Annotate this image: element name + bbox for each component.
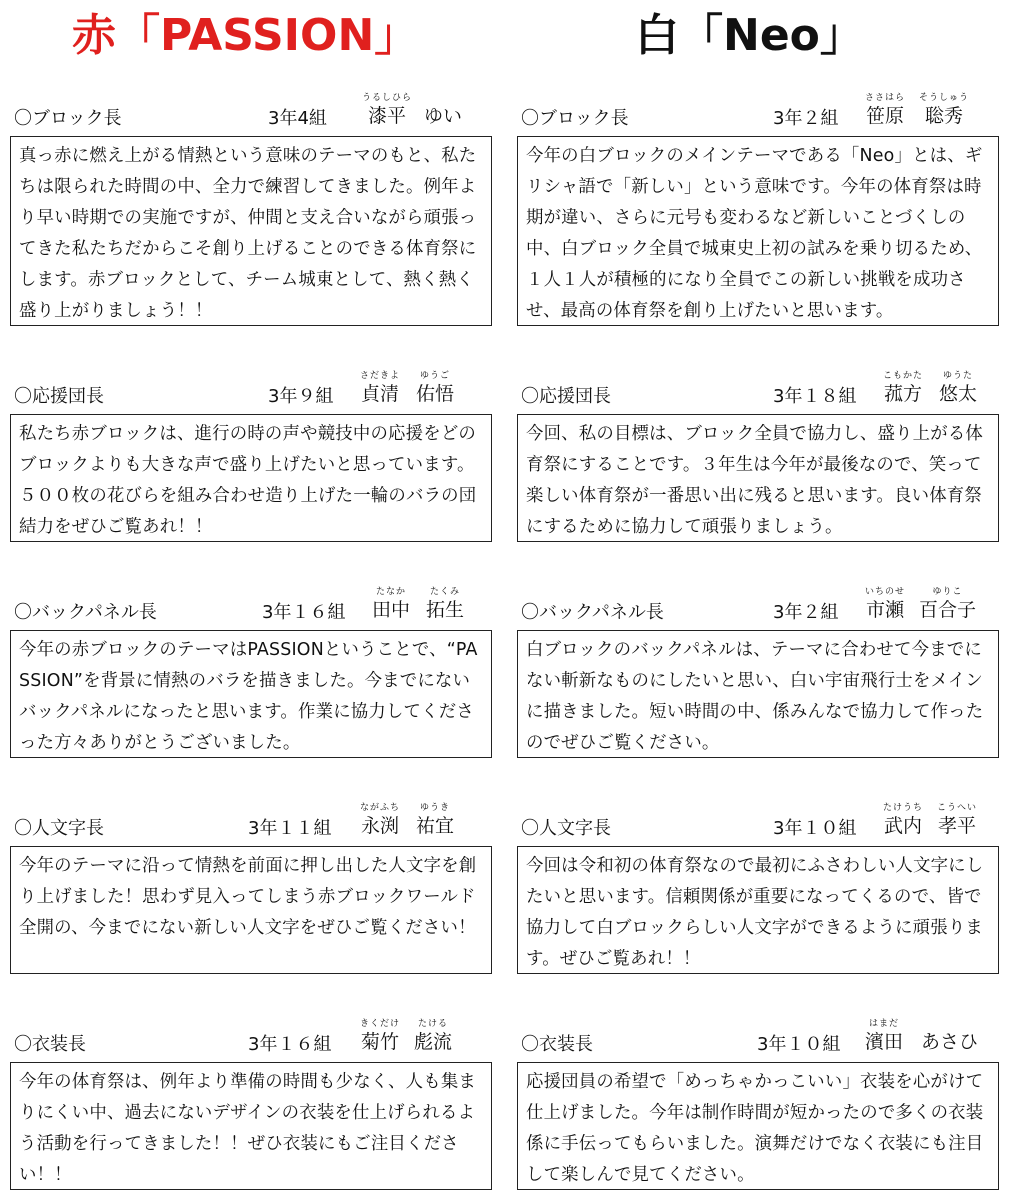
class-label: 3年１８組 <box>773 386 857 407</box>
class-label: 3年２組 <box>773 108 839 129</box>
role-label: 〇ブロック長 <box>521 108 629 129</box>
entry-header <box>10 370 494 414</box>
role-label: 〇人文字長 <box>521 818 611 839</box>
given-kanji: 孝平 <box>938 815 977 837</box>
surname-ruby: はまだ <box>869 1019 900 1029</box>
surname-kanji: 濱田 <box>865 1031 904 1053</box>
message-box: 真っ赤に燃え上がる情熱という意味のテーマのもと、私たちは限られた時間の中、全力で練習してきました。例年より早い時期での実施ですが、仲間と支え合いながら頑張ってきた私たちだからこそ創り上げることのできる体育祭にします。赤ブロックとして、チーム城東として、熱く熱く盛り上がりましょう！！ <box>10 136 492 326</box>
message-box: 今年の白ブロックのメインテーマである「Neo」とは、ギリシャ語で「新しい」という意味です。今年の体育祭は時期が違い、さらに元号も変わるなど新しいことづくしの中、白ブロック全員で城東史上初の試みを乗り切るため、１人１人が積極的になり全員でこの新しい挑戦を成功させ、最高の体育祭を創り上げたいと思います。 <box>517 136 999 326</box>
given-name <box>919 586 976 622</box>
entry-header <box>517 370 1001 414</box>
class-label: 3年１０組 <box>773 818 857 839</box>
message-box: 私たち赤ブロックは、進行の時の声や競技中の応援をどのブロックよりも大きな声で盛り上げたいと思っています。５００枚の花びらを組み合わせ造り上げた一輪のバラの団結力をぜひご覧あれ！！ <box>10 414 492 542</box>
surname-kanji: 漆平 <box>368 105 407 127</box>
surname-ruby: ながふち <box>360 803 401 813</box>
entry-header <box>10 802 494 846</box>
surname-ruby: こもかた <box>883 371 924 381</box>
role-label: 〇応援団長 <box>521 386 611 407</box>
surname <box>865 586 905 622</box>
entry-header <box>517 802 1001 846</box>
surname-kanji: 笹原 <box>866 105 905 127</box>
surname-kanji: 菊竹 <box>361 1031 400 1053</box>
given-kanji: 佑悟 <box>416 383 455 405</box>
role-label: 〇ブロック長 <box>14 108 122 129</box>
entry-header <box>10 586 494 630</box>
given-name <box>426 586 464 622</box>
surname <box>883 802 923 838</box>
given-kanji: あさひ <box>921 1031 979 1053</box>
surname-ruby: さだきよ <box>360 371 401 381</box>
given-name <box>921 1018 978 1054</box>
role-label: 〇バックパネル長 <box>521 602 664 623</box>
message-box: 今年のテーマに沿って情熱を前面に押し出した人文字を創り上げました！思わず見入ってしまう赤ブロックワールド全開の、今までにない新しい人文字をぜひご覧ください！ <box>10 846 492 974</box>
surname <box>865 1018 903 1054</box>
given-ruby: たける <box>418 1019 449 1029</box>
surname-ruby: うるしひら <box>362 93 413 103</box>
surname <box>362 92 412 128</box>
surname-kanji: 市瀬 <box>866 599 905 621</box>
surname-ruby: ささはら <box>865 93 906 103</box>
red-team-title: 赤「PASSION」 <box>72 10 419 61</box>
red-human-letter-leader-entry <box>10 802 494 974</box>
message-box: 今年の体育祭は、例年より準備の時間も少なく、人も集まりにくい中、過去にないデザインの衣装を仕上げられるよう活動を行ってきました！！ぜひ衣装にもご注目ください！！ <box>10 1062 492 1190</box>
surname <box>883 370 923 406</box>
given-ruby: たくみ <box>430 587 461 597</box>
given-kanji: 祐宜 <box>416 815 455 837</box>
given-kanji: 悠太 <box>939 383 978 405</box>
entry-header <box>517 586 1001 630</box>
role-label: 〇応援団長 <box>14 386 104 407</box>
surname <box>372 586 410 622</box>
role-label: 〇衣装長 <box>521 1034 593 1055</box>
white-cheer-leader-entry <box>517 370 1001 542</box>
class-label: 3年１１組 <box>248 818 332 839</box>
red-block-leader-entry <box>10 92 494 326</box>
given-kanji: 聡秀 <box>925 105 964 127</box>
entry-header <box>517 1018 1001 1062</box>
given-name <box>416 802 454 838</box>
role-label: 〇人文字長 <box>14 818 104 839</box>
given-name <box>424 92 462 128</box>
white-human-letter-leader-entry <box>517 802 1001 974</box>
white-team-title: 白「Neo」 <box>635 10 864 61</box>
surname-kanji: 武内 <box>884 815 923 837</box>
surname-kanji: 貞清 <box>361 383 400 405</box>
given-name <box>414 1018 452 1054</box>
given-ruby: そうしゅう <box>919 93 970 103</box>
class-label: 3年９組 <box>268 386 334 407</box>
white-back-panel-leader-entry <box>517 586 1001 758</box>
surname-kanji: 永渕 <box>361 815 400 837</box>
surname-ruby: たなか <box>376 587 407 597</box>
message-box: 今年の赤ブロックのテーマはPASSIONということで、“PASSION”を背景に情熱のバラを描きました。今までにないバックパネルになったと思います。作業に協力してくださった方々ありがとうございました。 <box>10 630 492 758</box>
surname-kanji: 田中 <box>372 599 411 621</box>
red-back-panel-leader-entry <box>10 586 494 758</box>
class-label: 3年4組 <box>268 108 327 129</box>
message-box: 今回、私の目標は、ブロック全員で協力し、盛り上がる体育祭にすることです。３年生は今年が最後なので、笑って楽しい体育祭が一番思い出に残ると思います。良い体育祭にするために協力して頑張りましょう。 <box>517 414 999 542</box>
message-box: 今回は令和初の体育祭なので最初にふさわしい人文字にしたいと思います。信頼関係が重要になってくるので、皆で協力して白ブロックらしい人文字ができるように頑張ります。ぜひご覧あれ！！ <box>517 846 999 974</box>
entry-header <box>10 1018 494 1062</box>
surname <box>360 1018 400 1054</box>
given-name <box>416 370 454 406</box>
given-name <box>919 92 969 128</box>
red-cheer-leader-entry <box>10 370 494 542</box>
given-name <box>939 370 977 406</box>
surname <box>360 370 400 406</box>
surname <box>865 92 905 128</box>
given-ruby: ゆうご <box>420 371 451 381</box>
entry-header <box>10 92 494 136</box>
message-box: 応援団員の希望で「めっちゃかっこいい」衣装を心がけて仕上げました。今年は制作時間が短かったので多くの衣装係に手伝ってもらいました。演舞だけでなく衣装にも注目して楽しんで見てください。 <box>517 1062 999 1190</box>
given-ruby: ゆりこ <box>932 587 963 597</box>
given-ruby: ゆうた <box>943 371 974 381</box>
surname-ruby: きくだけ <box>360 1019 401 1029</box>
surname-ruby: たけうち <box>883 803 924 813</box>
white-costume-leader-entry <box>517 1018 1001 1190</box>
given-name <box>937 802 977 838</box>
role-label: 〇バックパネル長 <box>14 602 157 623</box>
given-kanji: 彪流 <box>414 1031 453 1053</box>
class-label: 3年１０組 <box>757 1034 841 1055</box>
red-costume-leader-entry <box>10 1018 494 1190</box>
entry-header <box>517 92 1001 136</box>
surname-ruby: いちのせ <box>865 587 906 597</box>
given-kanji: ゆい <box>424 105 463 127</box>
surname-kanji: 菰方 <box>884 383 923 405</box>
class-label: 3年１６組 <box>248 1034 332 1055</box>
class-label: 3年１６組 <box>262 602 346 623</box>
given-kanji: 百合子 <box>919 599 977 621</box>
message-box: 白ブロックのバックパネルは、テーマに合わせて今までにない斬新なものにしたいと思い、白い宇宙飛行士をメインに描きました。短い時間の中、係みんなで協力して作ったのでぜひご覧ください。 <box>517 630 999 758</box>
class-label: 3年２組 <box>773 602 839 623</box>
given-ruby: こうへい <box>937 803 978 813</box>
role-label: 〇衣装長 <box>14 1034 86 1055</box>
given-kanji: 拓生 <box>426 599 465 621</box>
given-ruby: ゆうき <box>420 803 451 813</box>
given-ruby <box>921 1018 978 1030</box>
given-ruby <box>424 92 462 104</box>
white-block-leader-entry <box>517 92 1001 326</box>
surname <box>360 802 400 838</box>
